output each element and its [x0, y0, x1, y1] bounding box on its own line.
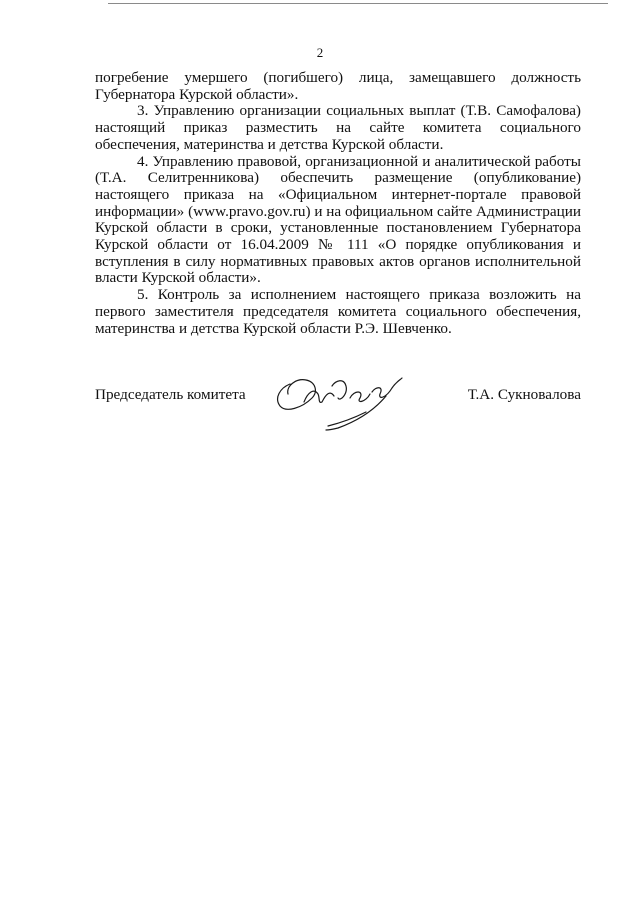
paragraph-item-4: 4. Управлению правовой, организационной и аналитической работы (Т.А. Селитренникова) обеспечить размещение (опубликование) настоящего приказа на «Официальном интернет-портале правовой информации» (www.pravo.gov.ru) и на официальном сайте Администрации Курской области в сроки, установленные постановлением Губернатора Курской области от 16.04.2009 № 111 «О порядке опубликования и вступления в силу нормативных правовых актов органов исполнительной власти Курской области». [95, 152, 581, 287]
paragraph-item-5: 5. Контроль за исполнением настоящего приказа возложить на первого заместителя председателя комитета социального обеспечения, материнства и детства Курской области Р.Э. Шевченко. [95, 286, 581, 337]
signatory-title: Председатель комитета [95, 386, 246, 403]
page-number: 2 [316, 45, 324, 60]
top-rule [108, 3, 608, 4]
paragraph-item-3: 3. Управлению организации социальных выплат (Т.В. Самофалова) настоящий приказ разместить на сайте комитета социального обеспечения, материнства и детства Курской области. [95, 102, 581, 153]
signatory-name: Т.А. Сукновалова [467, 386, 581, 403]
document-body [95, 70, 581, 337]
handwritten-signature [268, 368, 408, 434]
paragraph-continuation: погребение умершего (погибшего) лица, замещавшего должность Губернатора Курской области». [95, 69, 581, 103]
